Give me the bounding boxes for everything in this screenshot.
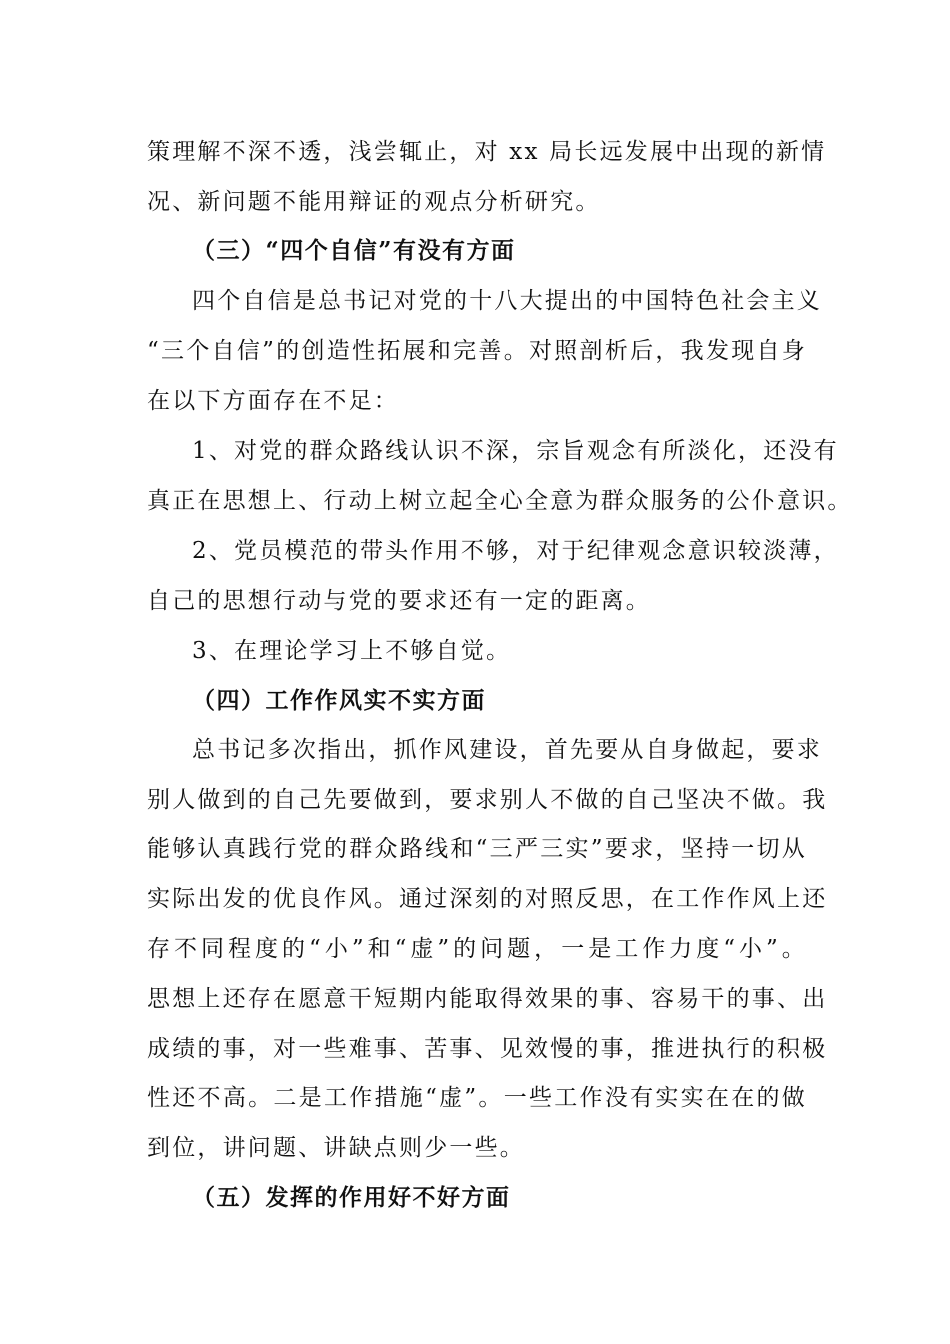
paragraph-line: 存不同程度的“小”和“虚”的问题，一是工作力度“小”。 bbox=[147, 936, 807, 962]
section-heading-5: （五）发挥的作用好不好方面 bbox=[192, 1184, 511, 1211]
paragraph-line: 成绩的事，对一些难事、苦事、见效慢的事，推进执行的积极 bbox=[147, 1036, 828, 1062]
section-heading-4: （四）工作作风实不实方面 bbox=[192, 687, 486, 714]
paragraph-line: 2、党员模范的带头作用不够，对于纪律观念意识较淡薄， bbox=[192, 538, 839, 564]
paragraph-line: 总书记多次指出，抓作风建设，首先要从自身做起，要求 bbox=[192, 737, 822, 763]
paragraph-line: 到位，讲问题、讲缺点则少一些。 bbox=[147, 1135, 525, 1161]
paragraph-line: 实际出发的优良作风。通过深刻的对照反思，在工作作风上还 bbox=[147, 886, 828, 912]
paragraph-line: 在以下方面存在不足： bbox=[147, 388, 399, 414]
paragraph-line: 别人做到的自己先要做到，要求别人不做的自己坚决不做。我 bbox=[147, 787, 828, 813]
paragraph-line: 1、对党的群众路线认识不深，宗旨观念有所淡化，还没有 bbox=[192, 438, 839, 464]
paragraph-line: 能够认真践行党的群众路线和“三严三实”要求，坚持一切从 bbox=[147, 836, 807, 862]
paragraph-line: 思想上还存在愿意干短期内能取得效果的事、容易干的事、出 bbox=[147, 986, 828, 1012]
paragraph-line: 四个自信是总书记对党的十八大提出的中国特色社会主义 bbox=[192, 288, 822, 314]
paragraph-line: 自己的思想行动与党的要求还有一定的距离。 bbox=[147, 588, 651, 614]
paragraph-line: “三个自信”的创造性拓展和完善。对照剖析后，我发现自身 bbox=[147, 338, 807, 364]
section-heading-3: （三）“四个自信”有没有方面 bbox=[192, 237, 516, 264]
paragraph-line: 3、在理论学习上不够自觉。 bbox=[192, 638, 512, 664]
paragraph-line: 性还不高。二是工作措施“虚”。一些工作没有实实在在的做 bbox=[147, 1085, 807, 1111]
paragraph-line: 况、新问题不能用辩证的观点分析研究。 bbox=[147, 189, 601, 215]
paragraph-line: 策理解不深不透，浅尝辄止，对 xx 局长远发展中出现的新情 bbox=[147, 139, 827, 165]
paragraph-line: 真正在思想上、行动上树立起全心全意为群众服务的公仆意识。 bbox=[147, 488, 853, 514]
